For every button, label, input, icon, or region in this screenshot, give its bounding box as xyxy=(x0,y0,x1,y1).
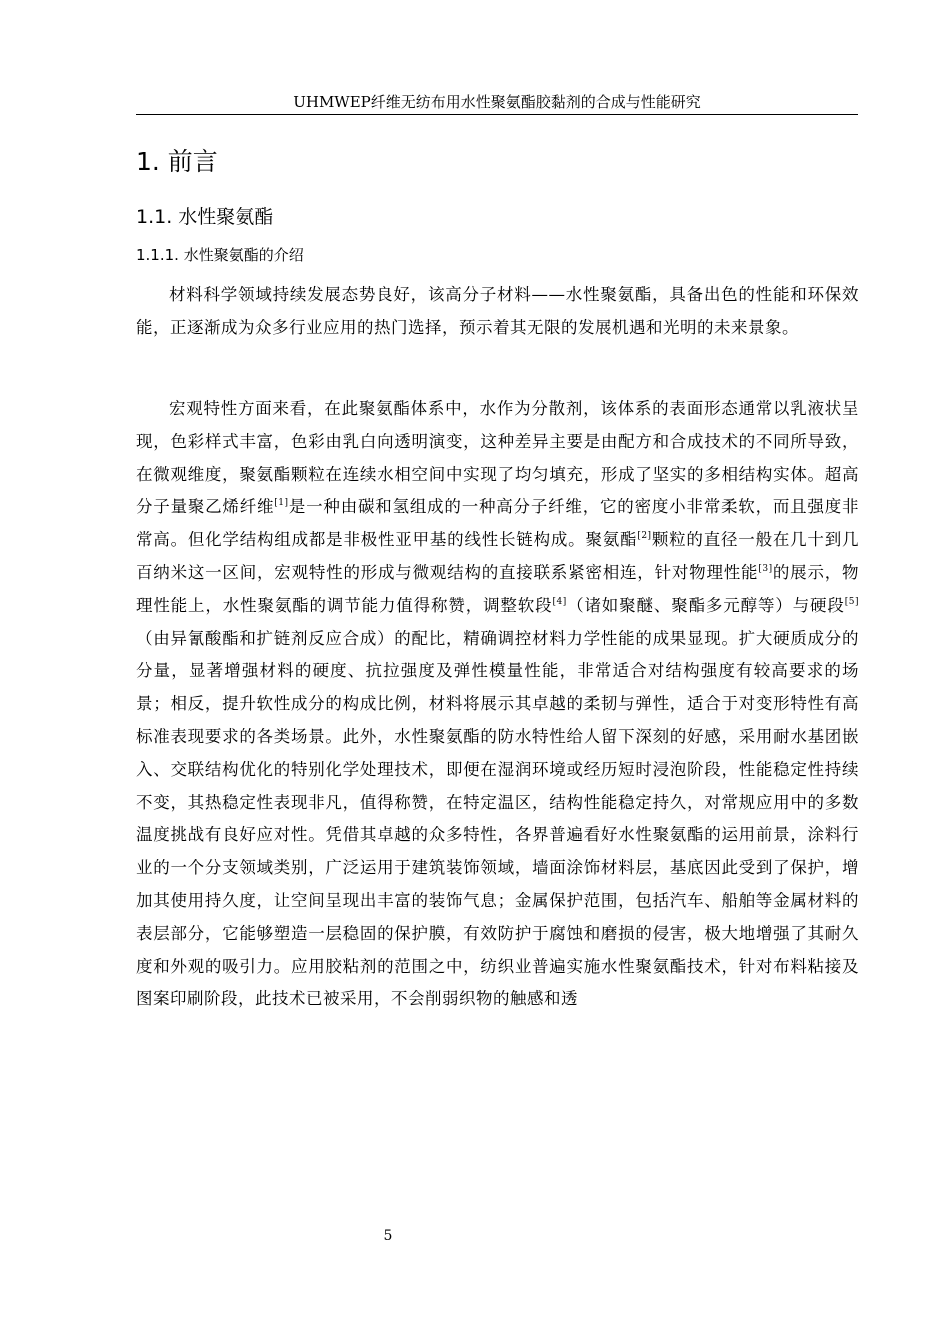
citation-ref-1: [1] xyxy=(274,498,289,509)
paragraph-text: （由异氰酸酯和扩链剂反应合成）的配比，精确调控材料力学性能的成果显现。扩大硬质成分的分量，显著增强材料的硬度、抗拉强度及弹性模量性能，非常适合对结构强度有较高要求的场景；相反，提升软性成分的构成比例，材料将展示其卓越的柔韧与弹性，适合于对变形特性有高标准表现要求的各类场景。此外，水性聚氨酯的防水特性给人留下深刻的好感，采用耐水基团嵌入、交联结构优化的特别化学处理技术，即便在湿润环境或经历短时浸泡阶段，性能稳定性持续不变，其热稳定性表现非凡，值得称赞，在特定温区，结构性能稳定持久，对常规应用中的多数温度挑战有良好应对性。凭借其卓越的众多特性，各界普遍看好水性聚氨酯的运用前景，涂料行业的一个分支领域类别，广泛运用于建筑装饰领域，墙面涂饰材料层，基底因此受到了保护，增加其使用持久度，让空间呈现出丰富的装饰气息；金属保护范围，包括汽车、船舶等金属材料的表层部分，它能够塑造一层稳固的保护膜，有效防护于腐蚀和磨损的侵害，极大地增强了其耐久度和外观的吸引力。应用胶粘剂的范围之中，纺织业普遍实施水性聚氨酯技术，针对布料粘接及图案印刷阶段，此技术已被采用，不会削弱织物的触感和透 xyxy=(136,628,859,1009)
page-number: 5 xyxy=(383,1228,393,1244)
paragraph-text: （诸如聚醚、聚酯多元醇等）与硬段 xyxy=(566,595,845,615)
citation-ref-3: [3] xyxy=(758,563,773,574)
paragraph-text: 颗粒的直径一般在几十到几百纳米这一区间，宏观特性的形成与微观结构的直接联系紧密相连，针对物理性能 xyxy=(136,530,860,582)
citation-ref-4: [4] xyxy=(552,596,567,607)
paragraph-text: 是一种由碳和氢组成的一种高分子纤维，它的密度小非常柔软，而且强度非常高。但化学结构组成都是非极性亚甲基的线性长链构成。聚氨酯 xyxy=(136,497,860,550)
body-paragraph-1: 材料科学领域持续发展态势良好，该高分子材料——水性聚氨酯，具备出色的性能和环保效能，正逐渐成为众多行业应用的热门选择，预示着其无限的发展机遇和光明的未来景象。 xyxy=(136,285,859,337)
citation-ref-2: [2] xyxy=(637,531,652,542)
paragraph-text: 宏观特性方面来看，在此聚氨酯体系中，水作为分散剂，该体系的表面形态通常以乳液状呈现，色彩样式丰富，色彩由乳白向透明演变，这种差异主要是由配方和合成技术的不同所导致，在微观维度，聚氨酯颗粒在连续水相空间中实现了均匀填充，形成了坚实的多相结构实体。超高分子量聚乙烯纤维 xyxy=(136,399,859,517)
section-heading-2: 1.1. 水性聚氨酯 xyxy=(136,206,274,228)
section-heading-3: 1.1.1. 水性聚氨酯的介绍 xyxy=(136,246,304,264)
paragraph-text: 的展示，物理性能上，水性聚氨酯的调节能力值得称赞，调整软段 xyxy=(136,562,860,615)
citation-ref-5: [5] xyxy=(844,596,860,607)
running-header: UHMWEP纤维无纺布用水性聚氨酯胶黏剂的合成与性能研究 xyxy=(136,92,858,115)
section-heading-1: 1. 前言 xyxy=(136,147,218,176)
body-paragraph-2 xyxy=(136,393,859,1016)
